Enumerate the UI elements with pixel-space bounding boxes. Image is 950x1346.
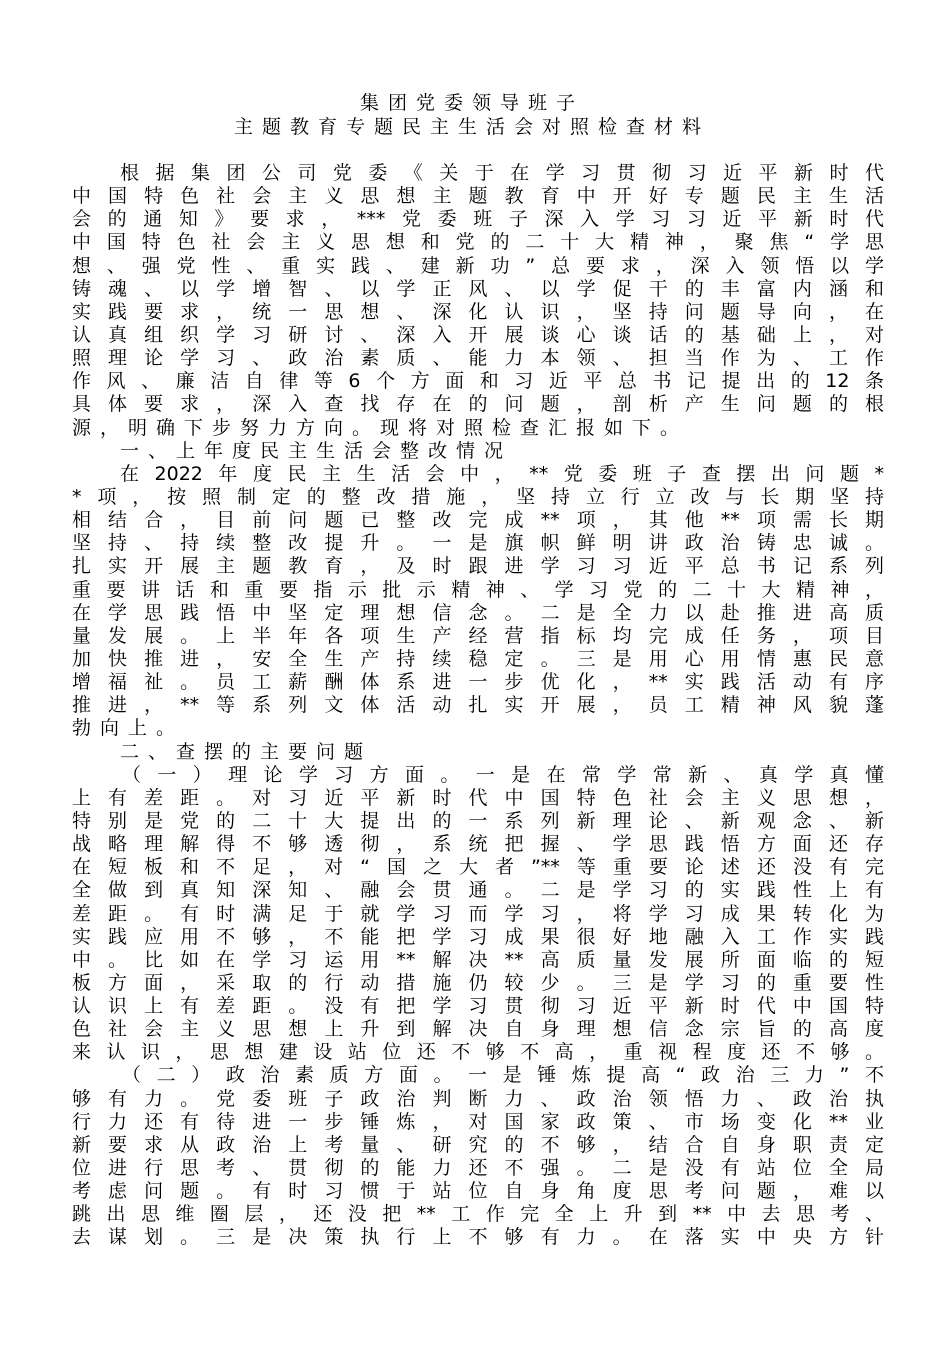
body-line: 跳出思维圈层，还没把**工作完全上升到**中去思考、: [72, 1203, 884, 1226]
body-line: 在2022年度民主生活会中，**党委班子查摆出问题*: [120, 462, 884, 485]
body-line: 中国特色社会主义思想和党的二十大精神，聚焦“学思: [72, 231, 884, 254]
body-line: 会的通知》要求，***党委班子深入学习习近平新时代: [72, 208, 884, 231]
body-line: 够有力。党委班子政治判断力、政治领悟力、政治执: [72, 1087, 884, 1110]
body-line: 重要讲话和重要指示批示精神、学习党的二十大精神，: [72, 578, 884, 601]
body-line: 扎实开展主题教育，及时跟进学习习近平总书记系列: [72, 555, 884, 578]
body-line: 想、强党性、重实践、建新功”总要求，深入领悟以学: [72, 254, 884, 277]
body-line: 新要求从政治上考量、研究的不够，结合自身职责定: [72, 1133, 884, 1156]
body-line: *项，按照制定的整改措施，坚持立行立改与长期坚持: [72, 485, 884, 508]
body-line: 实践应用不够，不能把学习成果很好地融入工作实践: [72, 925, 884, 948]
body-line: 去谋划。三是决策执行上不够有力。在落实中央方针: [72, 1226, 884, 1249]
body-line: 板方面，采取的行动措施仍较少。三是学习的重要性: [72, 971, 884, 994]
body-line: 认识上有差距。没有把学习贯彻习近平新时代中国特: [72, 995, 884, 1018]
body-line: 差距。有时满足于就学习而学习，将学习成果转化为: [72, 902, 884, 925]
body-line: 位进行思考、贯彻的能力还不强。二是没有站位全局: [72, 1157, 884, 1180]
body-line: 作风、廉洁自律等6个方面和习近平总书记提出的12条: [72, 370, 884, 393]
section-heading: 二、查摆的主要问题: [120, 740, 373, 763]
body-line: 具体要求，深入查找存在的问题，剖析产生问题的根: [72, 393, 884, 416]
body-line: 特别是党的二十大提出的一系列新理论、新观念、新: [72, 809, 884, 832]
body-line: 增福祉。员工薪酬体系进一步优化，**实践活动有序: [72, 671, 884, 694]
body-line: 认真组织学习研讨、深入开展谈心谈话的基础上，对: [72, 323, 884, 346]
body-line: 来认识，思想建设站位还不够不高，重视程度还不够。: [72, 1041, 884, 1064]
body-line: 色社会主义思想上升到解决自身理想信念宗旨的高度: [72, 1018, 884, 1041]
document-title-line1: 集团党委领导班子: [359, 92, 584, 114]
body-line: 在短板和不足，对“国之大者”**等重要论述还没有完: [72, 856, 884, 879]
body-line: 相结合，目前问题已整改完成**项，其他**项需长期: [72, 509, 884, 532]
body-line: 源，明确下步努力方向。现将对照检查汇报如下。: [72, 416, 689, 439]
body-line: 实践要求，统一思想、深化认识，坚持问题导向，在: [72, 300, 884, 323]
body-line: （一）理论学习方面。一是在常学常新、真学真懂: [122, 763, 884, 786]
body-line: 勃向上。: [72, 717, 185, 740]
body-line: 中国特色社会主义思想主题教育中开好专题民主生活: [72, 185, 884, 208]
body-line: 在学思践悟中坚定理想信念。二是全力以赴推进高质: [72, 601, 884, 624]
document-title-line2: 主题教育专题民主生活会对照检查材料: [233, 116, 710, 138]
body-line: 加快推进，安全生产持续稳定。三是用心用情惠民意: [72, 647, 884, 670]
body-line: 考虑问题。有时习惯于站位自身角度思考问题，难以: [72, 1180, 884, 1203]
body-line: 战略理解得不够透彻，系统把握、学思践悟方面还存: [72, 833, 884, 856]
body-line: 量发展。上半年各项生产经营指标均完成任务，项目: [72, 624, 884, 647]
body-line: 根据集团公司党委《关于在学习贯彻习近平新时代: [120, 162, 884, 184]
body-line: 全做到真知深知、融会贯通。二是学习的实践性上有: [72, 879, 884, 902]
body-line: 上有差距。对习近平新时代中国特色社会主义思想，: [72, 786, 884, 809]
document-body: [72, 162, 884, 1250]
body-line: 行力还有待进一步锤炼，对国家政策、市场变化**业: [72, 1110, 884, 1133]
section-heading: 一、上年度民主生活会整改情况: [120, 439, 513, 462]
body-line: 中。比如在学习运用**解决**高质量发展所面临的短: [72, 948, 884, 971]
body-line: 推进，**等系列文体活动扎实开展，员工精神风貌蓬: [72, 694, 884, 717]
body-line: 照理论学习、政治素质、能力本领、担当作为、工作: [72, 347, 884, 370]
body-line: （二）政治素质方面。一是锤炼提高“政治三力”不: [122, 1064, 884, 1087]
body-line: 铸魂、以学增智、以学正风、以学促干的丰富内涵和: [72, 277, 884, 300]
body-line: 坚持、持续整改提升。一是旗帜鲜明讲政治铸忠诚。: [72, 532, 884, 555]
